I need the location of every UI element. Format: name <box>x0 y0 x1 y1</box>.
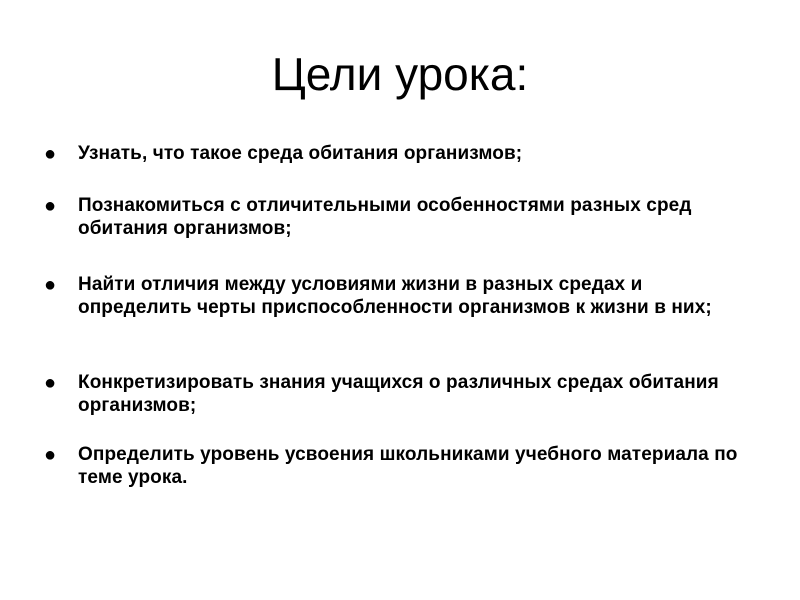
bullet-dot-icon: ● <box>44 372 57 394</box>
bullet-text: Узнать, что такое среда обитания организмов; <box>78 143 523 164</box>
slide-title: Цели урока: <box>271 48 529 100</box>
bullet-text: Определить уровень усвоения школьниками учебного материала по теме урока. <box>78 444 738 488</box>
bullet-item <box>44 371 754 417</box>
bullet-text: Найти отличия между условиями жизни в разных средах и определить черты приспособленности организмов к жизни в них; <box>78 274 712 318</box>
bullet-item <box>44 273 754 319</box>
bullet-item <box>44 194 754 240</box>
bullet-item <box>44 443 754 489</box>
bullet-item <box>44 142 754 166</box>
bullet-dot-icon: ● <box>44 444 57 466</box>
bullet-text: Конкретизировать знания учащихся о различных средах обитания организмов; <box>78 372 719 416</box>
bullet-text: Познакомиться с отличительными особенностями разных сред обитания организмов; <box>78 195 692 239</box>
bullet-dot-icon: ● <box>44 195 57 217</box>
bullet-dot-icon: ● <box>44 274 57 296</box>
bullet-dot-icon: ● <box>44 143 57 165</box>
